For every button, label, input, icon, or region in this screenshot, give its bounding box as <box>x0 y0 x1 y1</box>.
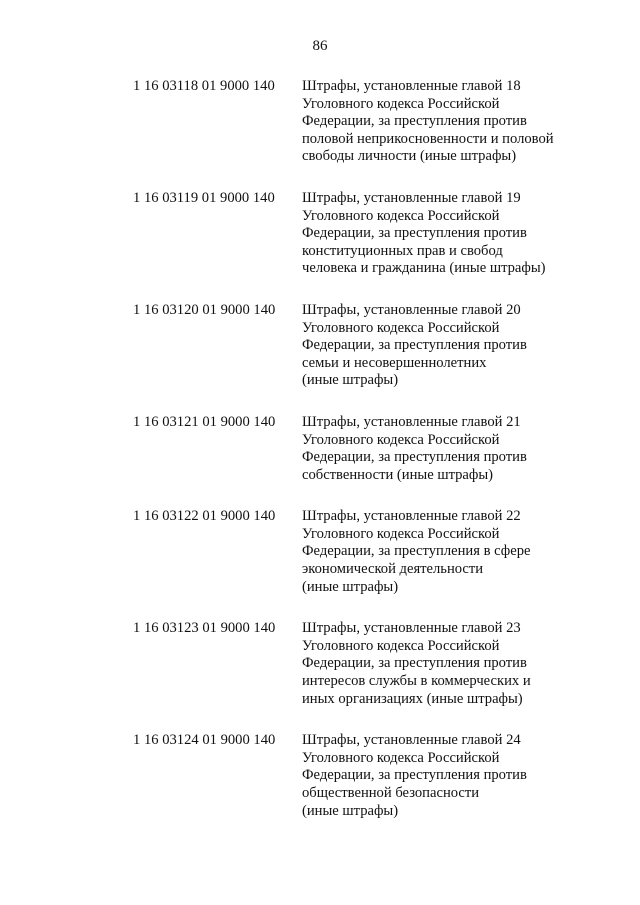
entry-description <box>302 732 583 820</box>
description-line: экономической деятельности <box>302 561 484 578</box>
description-line: Штрафы, установленные главой 22 <box>302 508 521 525</box>
description-line: семьи и несовершеннолетних <box>302 354 487 371</box>
description-line: Уголовного кодекса Российской <box>302 319 500 336</box>
entry-description <box>302 302 583 390</box>
budget-classification-code: 1 16 03121 01 9000 140 <box>133 413 276 430</box>
entry-row <box>133 732 583 820</box>
entry-row <box>133 78 583 166</box>
budget-code-list <box>133 78 583 820</box>
entry-description <box>302 190 583 278</box>
description-line: Федерации, за преступления против <box>302 449 527 466</box>
description-line: Штрафы, установленные главой 23 <box>302 620 521 637</box>
description-line: Штрафы, установленные главой 19 <box>302 189 521 206</box>
description-line: Уголовного кодекса Российской <box>302 637 500 654</box>
description-line: Уголовного кодекса Российской <box>302 207 500 224</box>
description-line: половой неприкосновенности и половой <box>302 130 554 147</box>
budget-classification-code: 1 16 03124 01 9000 140 <box>133 732 276 749</box>
description-line: (иные штрафы) <box>302 578 399 595</box>
description-line: Федерации, за преступления против <box>302 113 527 130</box>
budget-classification-code: 1 16 03123 01 9000 140 <box>133 620 276 637</box>
entry-row <box>133 620 583 708</box>
description-line: Федерации, за преступления против <box>302 655 527 672</box>
entry-description <box>302 508 583 596</box>
budget-classification-code: 1 16 03122 01 9000 140 <box>133 508 276 525</box>
description-line: Уголовного кодекса Российской <box>302 95 500 112</box>
description-line: Штрафы, установленные главой 21 <box>302 413 521 430</box>
budget-classification-code: 1 16 03118 01 9000 140 <box>133 78 275 94</box>
budget-classification-code: 1 16 03120 01 9000 140 <box>133 301 276 318</box>
description-line: Федерации, за преступления против <box>302 225 527 242</box>
description-line: человека и гражданина (иные штрафы) <box>302 260 546 277</box>
entry-description <box>302 620 583 708</box>
description-line: Федерации, за преступления в сфере <box>302 543 531 560</box>
description-line: Уголовного кодекса Российской <box>302 749 500 766</box>
entry-row <box>133 508 583 596</box>
description-line: (иные штрафы) <box>302 802 399 819</box>
description-line: конституционных прав и свобод <box>302 242 503 259</box>
budget-classification-code: 1 16 03119 01 9000 140 <box>133 189 275 206</box>
description-line: (иные штрафы) <box>302 372 399 389</box>
description-line: иных организациях (иные штрафы) <box>302 690 523 707</box>
entry-row <box>133 302 583 390</box>
description-line: Федерации, за преступления против <box>302 337 527 354</box>
entry-row <box>133 190 583 278</box>
description-line: Штрафы, установленные главой 18 <box>302 78 521 94</box>
description-line: Штрафы, установленные главой 20 <box>302 301 521 318</box>
description-line: общественной безопасности <box>302 785 480 801</box>
entry-row <box>133 414 583 484</box>
entry-description <box>302 414 583 484</box>
description-line: Уголовного кодекса Российской <box>302 431 500 448</box>
description-line: Уголовного кодекса Российской <box>302 525 500 542</box>
description-line: собственности (иные штрафы) <box>302 466 494 483</box>
description-line: Федерации, за преступления против <box>302 767 527 784</box>
description-line: Штрафы, установленные главой 24 <box>302 732 521 749</box>
description-line: свободы личности (иные штрафы) <box>302 148 517 165</box>
entry-description <box>302 78 583 166</box>
page-number: 86 <box>312 38 328 54</box>
description-line: интересов службы в коммерческих и <box>302 673 531 690</box>
